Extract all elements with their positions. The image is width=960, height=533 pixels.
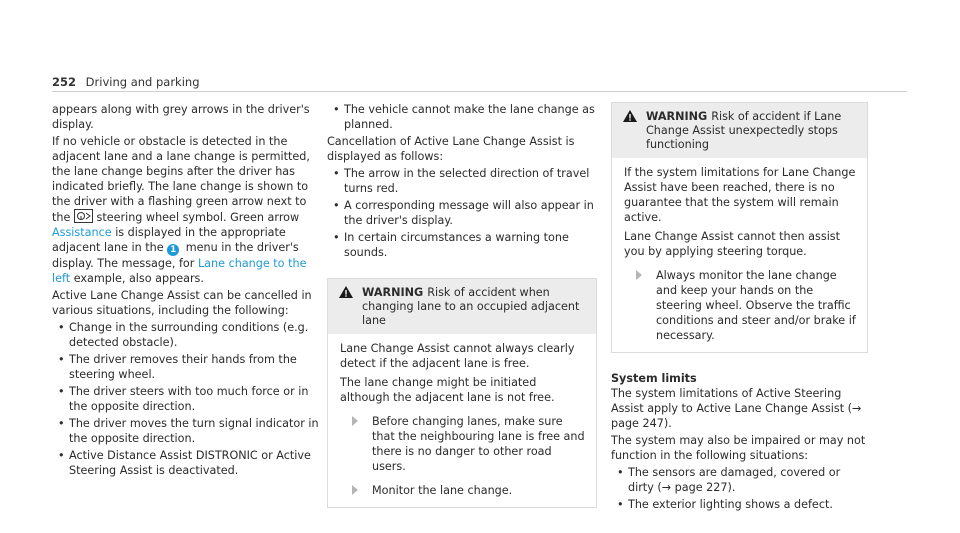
paragraph: The system limitations of Active Steering Assist apply to Active Lane Change Assist (→ page 247). [611,387,862,430]
lane-change-link[interactable]: Lane change to the left [52,257,307,285]
list-item: • In certain circumstances a warning tone sounds. [327,230,597,260]
text: example, also appears. [73,272,204,285]
list-item: • The driver steers with too much force or in the opposite direction. [52,384,327,414]
warning-title: Risk of accident when changing lane to an occupied adjacent lane [362,286,580,327]
paragraph: appears along with grey arrows in the driver's display. [52,103,310,131]
list-item: • The driver removes their hands from the steering wheel. [52,352,327,382]
page-header [52,75,200,89]
text: steering wheel symbol. Green arrow [96,211,300,224]
text: If no vehicle or obstacle is detected in the adjacent lane and a lane change is permitted, the lane change begins after the driver has indicated briefly. The lane change is shown to the driver with a flashing green arrow next to the [52,135,310,224]
bullet-list [52,320,327,478]
list-item: • Change in the surrounding conditions (e.g. detected obstacle). [52,320,327,350]
column-2 [327,102,597,508]
warning-title: Risk of accident if Lane Change Assist unexpectedly stops functioning [646,110,842,151]
paragraph: Lane Change Assist cannot always clearly detect if the adjacent lane is free. [340,342,575,370]
action-text: Before changing lanes, make sure that the neighbouring lane is free and there is no danger to other road users. [372,415,585,473]
chapter-title: Driving and parking [85,75,200,89]
list-item: • The exterior lighting shows a defect. [611,497,868,512]
warning-header [612,103,867,158]
action-arrow-icon [636,270,642,280]
paragraph: Active Lane Change Assist can be cancelled in various situations, including the following: [52,289,312,317]
warning-header [328,279,596,334]
bullet-list [611,465,868,512]
action-text: Monitor the lane change. [372,484,513,497]
column-1 [52,102,327,480]
action-arrow-icon [352,416,358,426]
warning-body [328,334,596,507]
action-item [340,483,586,498]
list-item: • The vehicle cannot make the lane change as planned. [327,102,597,132]
warning-triangle-icon [622,109,638,123]
paragraph: Cancellation of Active Lane Change Assist is displayed as follows: [327,135,575,163]
list-item: • A corresponding message will also appear in the driver's display. [327,198,597,228]
paragraph [52,134,327,286]
callout-number-badge: 1 [167,244,179,256]
paragraph: The system may also be impaired or may not function in the following situations: [611,434,866,462]
section-title: System limits [611,372,697,385]
bullet-list [327,166,597,260]
warning-triangle-icon [338,285,354,299]
action-item [340,414,586,474]
page-number: 252 [52,75,77,89]
list-item: • The sensors are damaged, covered or dirty (→ page 227). [611,465,868,495]
paragraph: If the system limitations for Lane Change Assist have been reached, there is no guarantee that the system will remain active. [624,166,856,224]
bullet-list [327,102,597,132]
warning-label: WARNING [362,286,424,299]
paragraph: The lane change might be initiated although the adjacent lane is not free. [340,376,555,404]
header-divider [52,91,907,92]
column-3 [611,102,868,514]
paragraph: Lane Change Assist cannot then assist you by applying steering torque. [624,230,841,258]
warning-body [612,158,867,352]
list-item: • Active Distance Assist DISTRONIC or Active Steering Assist is deactivated. [52,448,327,478]
list-item: • The arrow in the selected direction of travel turns red. [327,166,597,196]
action-arrow-icon [352,485,358,495]
warning-box [327,278,597,508]
warning-label: WARNING [646,110,708,123]
list-item: • The driver moves the turn signal indicator in the opposite direction. [52,416,327,446]
action-text: Always monitor the lane change and keep your hands on the steering wheel. Observe the traffic conditions and steer and/or brake if necessary. [656,269,856,342]
text: menu in the driver's display. The message, for [52,241,299,270]
warning-box [611,102,868,353]
text: is displayed in the appropriate adjacent lane in the [52,226,286,254]
assistance-link[interactable]: Assistance [52,226,112,239]
steering-wheel-icon [74,209,93,223]
action-item [624,268,857,343]
